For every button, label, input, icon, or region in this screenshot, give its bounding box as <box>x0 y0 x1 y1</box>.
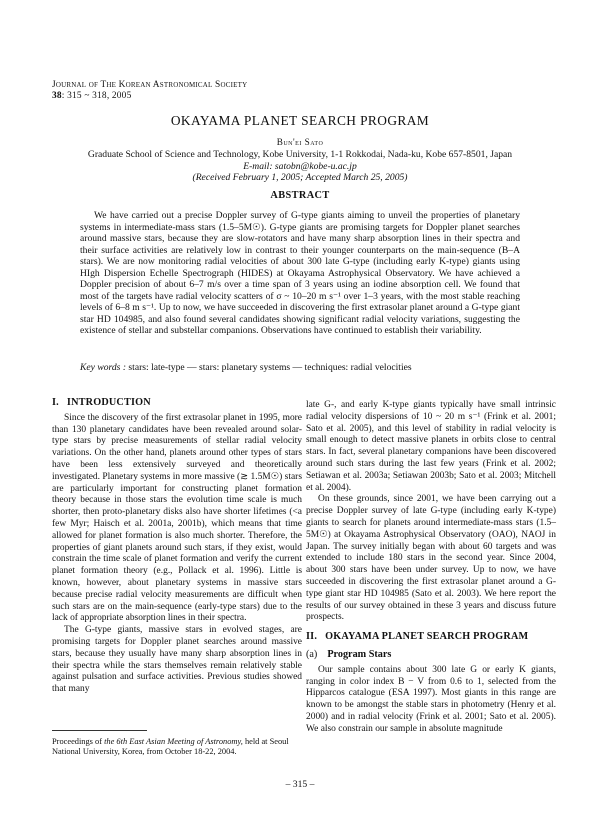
section-title: INTRODUCTION <box>66 397 151 408</box>
keywords-text: stars: late-type — stars: planetary systems — techniques: radial velocities <box>128 362 412 373</box>
section-heading-program <box>306 631 556 643</box>
journal-header <box>52 80 247 102</box>
journal-pages: : 315 ~ 318, 2005 <box>61 91 132 101</box>
right-paragraph-1: late G-, and early K-type giants typically have small intrinsic radial velocity dispersions of 10 ~ 20 m s⁻¹ (Frink et al. 2001; Sato et al. 2005), and this level of stability in radial velocity is small enough to detect massive planets in orbits close to central stars. In fact, several planetary companions have been discovered around such stars during the last few years (Frink et al. 2002; Setiawan et al. 2003a; Setiawan 2003b; Sato et al. 2003; Mitchell et al. 2004). <box>306 400 556 493</box>
subsection-heading-program-stars <box>306 649 556 661</box>
paper-title: OKAYAMA PLANET SEARCH PROGRAM <box>170 113 430 128</box>
intro-paragraph-1: Since the discovery of the first extrasolar planet in 1995, more than 130 planetary candidates have been revealed around solar-type stars by precise measurements of stellar radial velocity variations. On the other hand, planets around other types of stars have been less extensively surveyed and theoretically investigated. Planetary systems in more massive (≳ 1.5M☉) stars are particularly important for constructing planet formation theory because in those stars the evolution time scale is much shorter, then proto-planetary disks also have shorter lifetimes (<a few Myr; Haisch et al. 2001a, 2001b), which means that time allowed for planet formation is also much shorter. Therefore, the properties of giant planets around such stars, if they exist, would constrain the time scale of planet formation and verify the current planet formation theory (e.g., Pollack et al. 1996). Little is known, however, about planetary systems in massive stars because precise radial velocity measurements are difficult when such stars are on the main-sequence (early-type stars) due to the lack of appropriate absorption lines in their spectra. <box>52 412 302 624</box>
author-affiliation: Graduate School of Science and Technology, Kobe University, 1-1 Rokkodai, Nada-ku, Kobe 657-8501, Japan <box>87 149 513 160</box>
section-title: OKAYAMA PLANET SEARCH PROGRAM <box>325 631 529 643</box>
section-heading-introduction <box>52 397 302 409</box>
page-number: – 315 – <box>285 779 315 790</box>
abstract-text: We have carried out a precise Doppler survey of G-type giants aiming to unveil the properties of planetary systems in intermediate-mass stars (1.5–5M☉). G-type giants are promising targets for Doppler planet searches around massive stars, because they are slow-rotators and have many sharp absorption lines in their spectra and their surface activities are relatively low in contrast to their younger counterparts on the main-sequence (B–A stars). We are now monitoring radial velocities of about 300 late G-type (including early K-type) giants using HIgh Dispersion Echelle Spectrograph (HIDES) at Okayama Astrophysical Observatory. We have achieved a Doppler precision of about 6–7 m/s over a time span of 3 years using an iodine absorption cell. We found that most of the targets have radial velocity scatters of σ ~ 10–20 m s⁻¹ over 1–3 years, with the most stable reaching levels of 6–8 m s⁻¹. Up to now, we have succeeded in discovering the first extrasolar planet around a G-type giant star HD 104985, and also found several candidates showing significant radial velocity variations, suggesting the existence of stellar and substellar companions. Observations have continued to establish their variability. <box>80 210 520 336</box>
section-number: I. <box>52 397 59 408</box>
journal-volume-line <box>52 91 247 102</box>
footnote-meeting: the 6th East Asian Meeting of Astronomy, <box>104 737 243 746</box>
author-name: Bun'ei Sato <box>276 137 324 147</box>
right-paragraph-2: On these grounds, since 2001, we have been carrying out a precise Doppler survey of late G-type (including early K-type) giants to search for planets around intermediate-mass stars (1.5–5M☉) at Okayama Astrophysical Observatory (OAO), NAOJ in Japan. The survey initially began with about 60 targets and was extended to include 180 stars in the second year. Since 2004, about 300 stars have been under survey. Up to now, we have succeeded in discovering the first extrasolar planet around a G-type giant star HD 104985 (Sato et al. 2003). We here report the results of our survey obtained in these 3 years and discuss future prospects. <box>306 494 556 623</box>
subsection-title: Program Stars <box>327 648 392 660</box>
intro-paragraph-2: The G-type giants, massive stars in evolved stages, are promising targets for Doppler planet searches around massive stars, because they usually have many sharp absorption lines in their spectra while the stars themselves remain relatively stable against pulsation and surface activities. Previous studies showed that many <box>52 625 302 695</box>
right-column <box>306 400 556 736</box>
journal-volume: 38 <box>52 91 62 101</box>
journal-name: Journal of The Korean Astronomical Society <box>52 80 248 90</box>
footnote-text: Proceedings of <box>52 737 105 746</box>
keywords-label: Key words : <box>80 362 127 373</box>
abstract-heading: ABSTRACT <box>270 190 330 201</box>
keywords <box>80 362 520 373</box>
footnote-rule <box>52 730 147 731</box>
footnote-text-end: held at Seoul National University, Korea, from October 18-22, 2004. <box>52 737 289 756</box>
subsection-number: (a) <box>306 648 318 660</box>
left-column <box>52 397 302 696</box>
right-paragraph-3: Our sample contains about 300 late G or early K giants, ranging in color index B − V from 0.6 to 1, selected from the Hipparcos catalogue (ESA 1997). Most giants in this range are known to be amongst the stable stars in photometry (Henry et al. 2000) and in radial velocity (Frink et al. 2001; Sato et al. 2005). We also constrain our sample in absolute magnitude <box>306 664 556 734</box>
footnote <box>52 737 302 757</box>
author-email: E-mail: satobn@kobe-u.ac.jp <box>243 161 357 172</box>
received-accepted-dates: (Received February 1, 2005; Accepted March 25, 2005) <box>192 172 408 183</box>
section-number: II. <box>306 631 318 643</box>
